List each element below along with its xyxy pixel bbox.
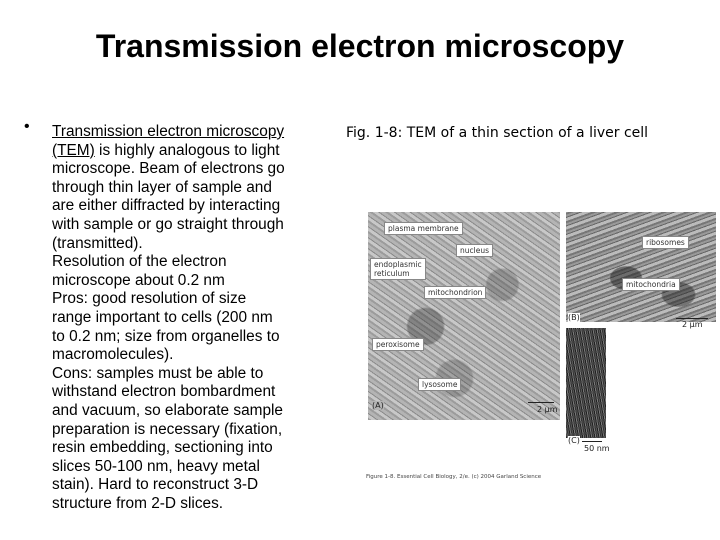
figure-caption: Fig. 1-8: TEM of a thin section of a liver cell <box>346 125 649 141</box>
scale-label-c: 50 nm <box>584 444 610 453</box>
slide-title: Transmission electron microscopy <box>95 28 625 64</box>
label-mitochondria: mitochondria <box>622 278 680 291</box>
body-line: preparation is necessary (fixation, <box>52 420 283 438</box>
body-line: macromolecules). <box>52 346 174 364</box>
body-line: structure from 2-D slices. <box>52 494 224 512</box>
body-line: (TEM) is highly analogous to light <box>52 141 280 159</box>
micrograph-panel-b <box>566 212 716 322</box>
body-line: with sample or go straight through <box>52 215 284 233</box>
body-line: microscope. Beam of electrons go <box>52 160 285 178</box>
micrograph-panel-c <box>566 328 606 438</box>
body-line: through thin layer of sample and <box>52 178 272 196</box>
label-peroxisome: peroxisome <box>372 338 424 351</box>
body-line: (transmitted). <box>52 234 143 252</box>
label-ribosomes: ribosomes <box>642 236 689 249</box>
body-line: microscope about 0.2 nm <box>52 271 225 289</box>
label-nucleus: nucleus <box>456 244 493 257</box>
label-endoplasmic-reticulum <box>370 258 426 280</box>
body-line: slices 50-100 nm, heavy metal <box>52 457 260 475</box>
scale-bar-a <box>528 402 554 403</box>
panel-letter-b: (B) <box>568 313 580 322</box>
body-line: and vacuum, so elaborate sample <box>52 401 283 419</box>
body-line: withstand electron bombardment <box>52 383 276 401</box>
label-lysosome: lysosome <box>418 378 461 391</box>
body-line: to 0.2 nm; size from organelles to <box>52 327 280 345</box>
figure-credit: Figure 1-8. Essential Cell Biology, 2/e. (c) 2004 Garland Science <box>366 474 542 480</box>
label-plasma-membrane: plasma membrane <box>384 222 463 235</box>
panel-letter-c: (C) <box>568 436 580 445</box>
scale-label-a: 2 µm <box>537 405 558 414</box>
panel-letter-a: (A) <box>372 401 384 410</box>
body-line-rest: is highly analogous to light <box>94 141 280 159</box>
body-line: Pros: good resolution of size <box>52 290 247 308</box>
body-line: are either diffracted by interacting <box>52 197 281 215</box>
body-line: Transmission electron microscopy <box>52 123 285 140</box>
label-er-line-2: reticulum <box>374 269 410 278</box>
body-line: range important to cells (200 nm <box>52 308 273 326</box>
scale-bar-b <box>676 318 708 319</box>
body-line: resin embedding, sectioning into <box>52 439 273 457</box>
scale-label-b: 2 µm <box>682 320 703 329</box>
bullet-marker: • <box>24 118 30 135</box>
scale-bar-c <box>582 441 602 442</box>
body-line: stain). Hard to reconstruct 3-D <box>52 476 259 494</box>
label-er-line-1: endoplasmic <box>374 260 422 269</box>
label-mitochondrion: mitochondrion <box>424 286 486 299</box>
body-line: Resolution of the electron <box>52 253 227 271</box>
body-line: Cons: samples must be able to <box>52 364 264 382</box>
body-paragraph <box>52 123 328 513</box>
